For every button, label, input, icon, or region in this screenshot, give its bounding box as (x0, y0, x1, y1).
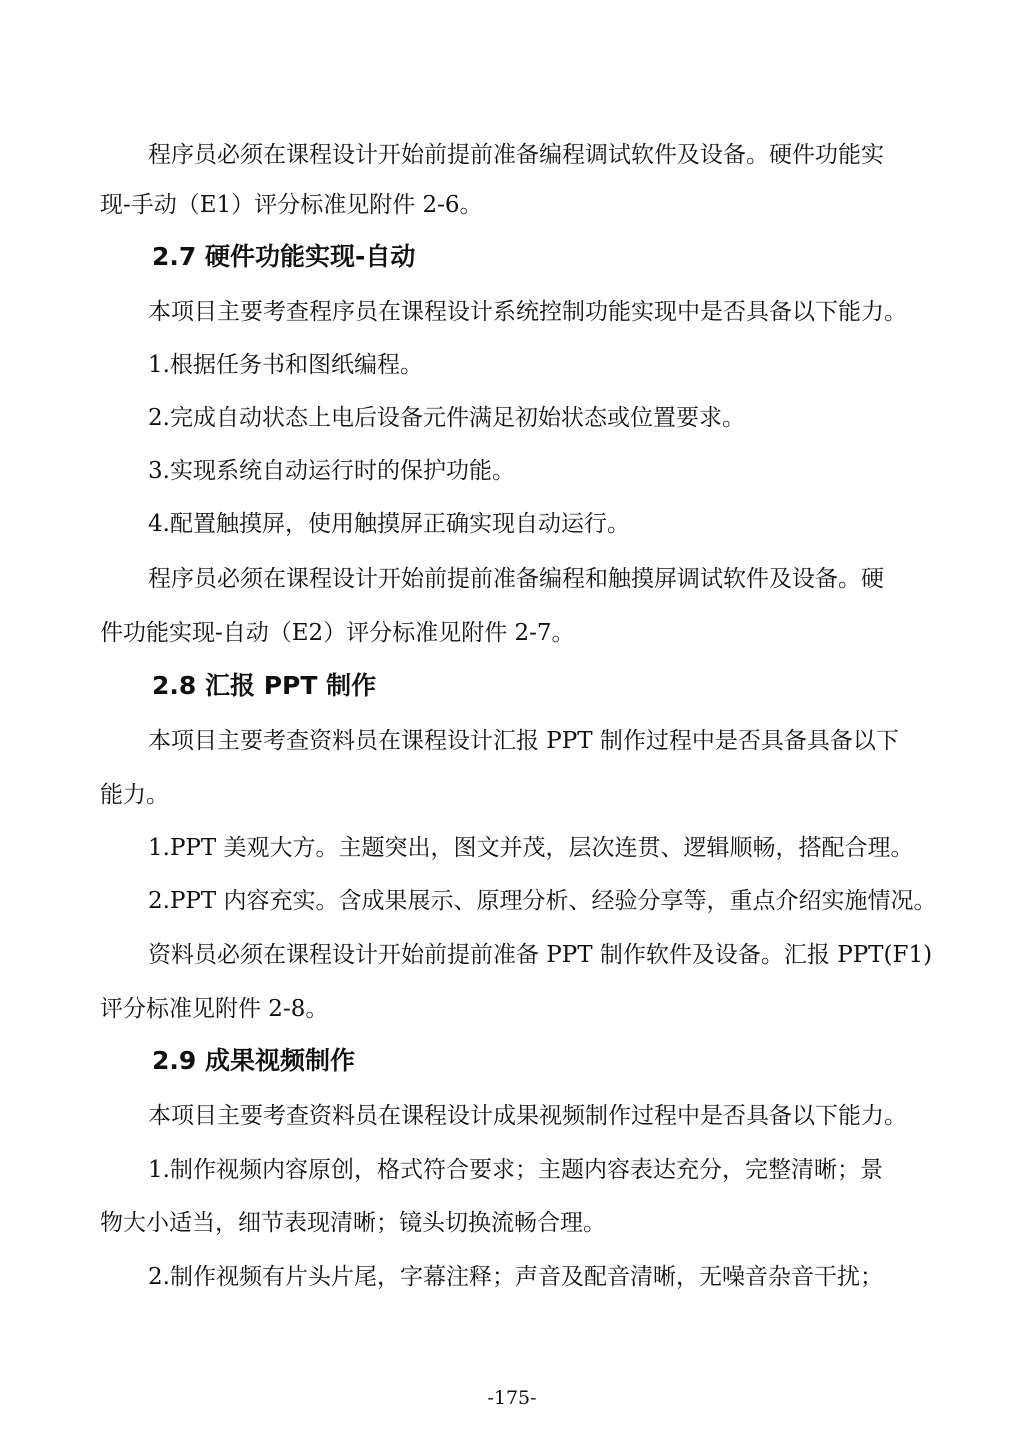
paragraph-line: 程序员必须在课程设计开始前提前准备编程和触摸屏调试软件及设备。硬 (148, 566, 884, 592)
list-item: 1.PPT 美观大方。主题突出，图文并茂，层次连贯、逻辑顺畅，搭配合理。 (148, 835, 914, 861)
list-item: 3.实现系统自动运行时的保护功能。 (148, 458, 515, 484)
paragraph-line: 程序员必须在课程设计开始前提前准备编程调试软件及设备。硬件功能实 (148, 142, 884, 168)
paragraph-line: 能力。 (100, 782, 169, 808)
paragraph-line: 现-手动（E1）评分标准见附件 2-6。 (100, 192, 483, 218)
list-item: 2.PPT 内容充实。含成果展示、原理分析、经验分享等，重点介绍实施情况。 (148, 888, 937, 914)
list-item: 1.制作视频内容原创，格式符合要求；主题内容表达充分，完整清晰；景 (148, 1157, 883, 1183)
list-item: 2.完成自动状态上电后设备元件满足初始状态或位置要求。 (148, 405, 745, 431)
paragraph-line: 本项目主要考查资料员在课程设计汇报 PPT 制作过程中是否具备具备以下 (148, 728, 899, 754)
paragraph-line: 资料员必须在课程设计开始前提前准备 PPT 制作软件及设备。汇报 PPT(F1) (148, 942, 933, 968)
paragraph-line: 件功能实现-自动（E2）评分标准见附件 2-7。 (100, 620, 575, 646)
section-heading-2-7: 2.7 硬件功能实现-自动 (152, 242, 416, 271)
list-item: 1.根据任务书和图纸编程。 (148, 352, 423, 378)
paragraph-line: 评分标准见附件 2-8。 (100, 996, 329, 1022)
page-number: -175- (487, 1387, 537, 1409)
section-heading-2-8: 2.8 汇报 PPT 制作 (152, 671, 377, 700)
paragraph-line: 本项目主要考查程序员在课程设计系统控制功能实现中是否具备以下能力。 (148, 299, 907, 325)
section-heading-2-9: 2.9 成果视频制作 (152, 1046, 355, 1075)
paragraph-line: 本项目主要考查资料员在课程设计成果视频制作过程中是否具备以下能力。 (148, 1103, 907, 1129)
paragraph-line: 物大小适当，细节表现清晰；镜头切换流畅合理。 (100, 1210, 606, 1236)
list-item: 4.配置触摸屏，使用触摸屏正确实现自动运行。 (148, 511, 630, 537)
list-item: 2.制作视频有片头片尾，字幕注释；声音及配音清晰，无噪音杂音干扰； (148, 1264, 883, 1290)
